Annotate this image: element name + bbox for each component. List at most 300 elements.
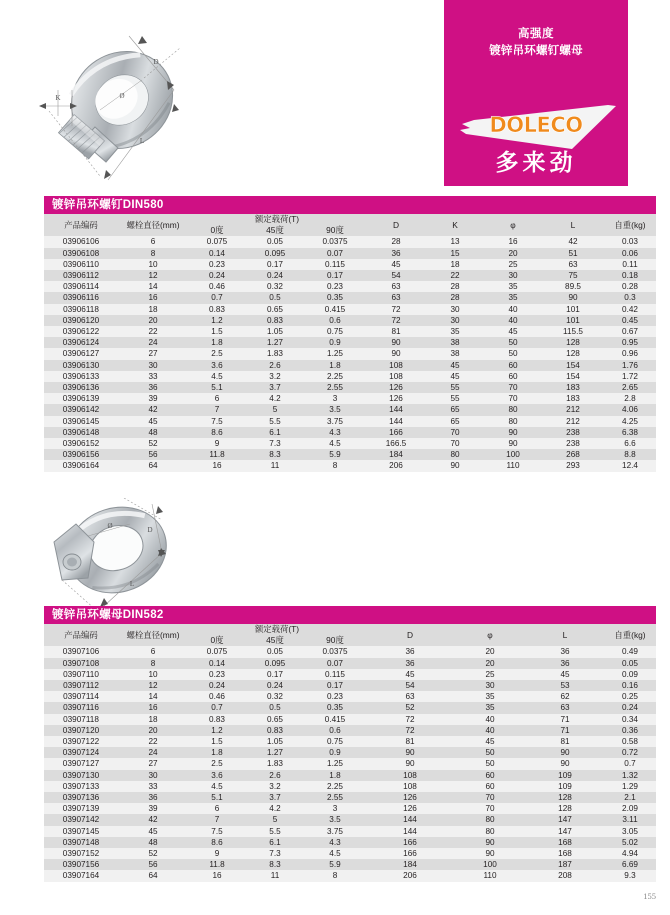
table-cell: 36 — [391, 248, 401, 258]
table-cell: 0.95 — [622, 338, 638, 348]
table-row — [44, 814, 656, 825]
table2-title: 镀锌吊环螺母DIN582 — [44, 606, 656, 624]
table-cell: 53 — [560, 681, 570, 691]
table-cell: 166 — [403, 849, 417, 859]
table-cell: 166 — [403, 837, 417, 847]
table-cell: 1.8 — [211, 748, 223, 758]
cell-product-code: 03906122 — [62, 327, 100, 337]
cell-product-code: 03907164 — [62, 871, 100, 881]
table-cell: 80 — [485, 826, 495, 836]
table-cell: 0.415 — [324, 304, 346, 314]
table-cell: 72 — [405, 714, 415, 724]
table-cell: 3.11 — [622, 815, 638, 825]
table-cell: 0.14 — [209, 658, 225, 668]
table-cell: 27 — [148, 349, 158, 359]
table-cell: 72 — [391, 315, 401, 325]
table-cell: 48 — [148, 837, 158, 847]
table1-col-code: 产品编码 — [64, 219, 98, 230]
table-cell: 166 — [389, 427, 403, 437]
table-cell: 0.05 — [267, 237, 283, 247]
table-cell: 3.6 — [211, 360, 223, 370]
table-cell: 0.095 — [264, 248, 286, 258]
table-cell: 60 — [485, 781, 495, 791]
table-cell: 0.17 — [267, 259, 283, 269]
table-cell: 1.2 — [211, 725, 223, 735]
table-cell: 35 — [485, 692, 495, 702]
table-cell: 5.1 — [211, 793, 223, 803]
table-cell: 10 — [148, 669, 158, 679]
table-cell: 36 — [148, 383, 158, 393]
table1-col-45deg: 45度 — [266, 225, 284, 236]
logo-wordmark: DOLECO — [489, 113, 583, 137]
table-cell: 56 — [148, 450, 158, 460]
table-cell: 0.49 — [622, 647, 638, 657]
table-cell: 128 — [558, 793, 572, 803]
cell-product-code: 03906116 — [63, 293, 99, 303]
table-cell: 0.24 — [209, 681, 225, 691]
table-row — [44, 360, 656, 371]
table-row — [44, 669, 656, 680]
cell-product-code: 03907106 — [62, 647, 100, 657]
table-cell: 45 — [148, 826, 158, 836]
table1-body — [44, 236, 656, 471]
table-cell: 16 — [212, 461, 222, 471]
table-row — [44, 803, 656, 814]
table-cell: 39 — [148, 804, 158, 814]
table-cell: 7.5 — [211, 826, 223, 836]
table-cell: 65 — [450, 416, 460, 426]
table-cell: 35 — [450, 327, 460, 337]
table-cell: 12 — [148, 271, 158, 281]
table2-col-90deg: 90度 — [326, 635, 344, 646]
table-cell: 1.25 — [327, 349, 343, 359]
table-cell: 80 — [508, 416, 518, 426]
table-cell: 3 — [332, 804, 338, 814]
table-cell: 8.6 — [211, 837, 223, 847]
table-row — [44, 427, 656, 438]
table-cell: 6.6 — [624, 439, 636, 449]
table2-col-0deg: 0度 — [210, 635, 224, 646]
table-cell: 72 — [391, 304, 401, 314]
table-cell: 45 — [391, 259, 401, 269]
table-cell: 4.3 — [329, 837, 341, 847]
table2-col-code: 产品编码 — [64, 629, 98, 640]
table1-col-l: L — [570, 219, 576, 230]
table-cell: 0.96 — [622, 349, 638, 359]
table-cell: 45 — [405, 669, 415, 679]
table-cell: 90 — [560, 748, 570, 758]
table-cell: 14 — [148, 282, 158, 292]
logo-chinese-name: 多来劲 — [495, 149, 577, 175]
table-cell: 10 — [148, 259, 158, 269]
table-row — [44, 248, 656, 259]
table-cell: 71 — [560, 725, 570, 735]
table-cell: 100 — [483, 860, 497, 870]
cell-product-code: 03907133 — [62, 781, 100, 791]
table-cell: 55 — [450, 394, 460, 404]
table-cell: 7.3 — [269, 439, 281, 449]
table-cell: 184 — [389, 450, 403, 460]
table-cell: 75 — [568, 271, 578, 281]
table-cell: 27 — [148, 759, 158, 769]
table-cell: 101 — [566, 304, 580, 314]
cell-product-code: 03906108 — [62, 248, 100, 258]
table-cell: 0.7 — [211, 293, 223, 303]
table-cell: 36 — [148, 793, 158, 803]
table-cell: 20 — [148, 725, 158, 735]
table-cell: 50 — [485, 748, 495, 758]
table-cell: 1.5 — [211, 737, 223, 747]
table-cell: 0.23 — [209, 669, 225, 679]
table-cell: 45 — [450, 360, 460, 370]
table-cell: 206 — [389, 461, 403, 471]
table-row — [44, 382, 656, 393]
table-row — [44, 315, 656, 326]
table-cell: 45 — [148, 416, 158, 426]
table-cell: 45 — [508, 327, 518, 337]
table-row — [44, 870, 656, 881]
table1-col-d: D — [392, 219, 400, 230]
cell-product-code: 03906133 — [62, 371, 100, 381]
table-cell: 70 — [508, 394, 518, 404]
table-cell: 8.6 — [211, 427, 223, 437]
table-cell: 0.75 — [327, 327, 343, 337]
table-cell: 33 — [148, 371, 158, 381]
table-row — [44, 404, 656, 415]
table2 — [44, 624, 656, 882]
table-cell: 144 — [403, 826, 417, 836]
table-cell: 0.83 — [209, 304, 225, 314]
table-row — [44, 416, 656, 427]
table-cell: 9 — [214, 849, 220, 859]
table1-col-k: K — [452, 219, 458, 230]
table-cell: 128 — [558, 804, 572, 814]
table-cell: 0.115 — [325, 259, 345, 269]
table1-col-load-group: 额定载荷(T) — [254, 214, 300, 224]
table-cell: 36 — [405, 658, 415, 668]
table-row — [44, 348, 656, 359]
table-cell: 60 — [508, 371, 518, 381]
table-cell: 0.24 — [209, 271, 225, 281]
table-cell: 3 — [332, 394, 338, 404]
table-cell: 154 — [566, 360, 580, 370]
table-cell: 7.3 — [269, 849, 281, 859]
nut-dimension-label-D: D — [147, 526, 153, 534]
cell-product-code: 03907145 — [62, 826, 100, 836]
table-cell: 30 — [148, 360, 158, 370]
cell-product-code: 03907122 — [62, 737, 100, 747]
doleco-logo — [444, 104, 628, 184]
table-cell: 40 — [485, 725, 495, 735]
cell-product-code: 03906130 — [62, 360, 100, 370]
table-cell: 154 — [566, 371, 580, 381]
table-cell: 7.5 — [211, 416, 223, 426]
table-cell: 56 — [148, 860, 158, 870]
table-cell: 0.65 — [267, 304, 283, 314]
table-row — [44, 691, 656, 702]
table-cell: 25 — [485, 669, 495, 679]
table-cell: 212 — [566, 416, 580, 426]
table2-col-phi: φ — [487, 629, 493, 640]
table-cell: 0.36 — [622, 725, 638, 735]
table-cell: 0.05 — [622, 658, 638, 668]
table-cell: 63 — [560, 703, 570, 713]
table-cell: 1.8 — [329, 770, 341, 780]
table-cell: 128 — [566, 338, 580, 348]
table-row — [44, 770, 656, 781]
table-cell: 70 — [450, 427, 460, 437]
table-cell: 42 — [148, 405, 158, 415]
table-cell: 5.5 — [269, 826, 281, 836]
table2-body — [44, 646, 656, 881]
dimension-label-K: K — [55, 94, 61, 102]
table-cell: 0.42 — [622, 304, 638, 314]
table-cell: 0.83 — [267, 725, 283, 735]
table-cell: 11.8 — [209, 450, 225, 460]
table-cell: 0.115 — [325, 669, 345, 679]
table2-col-45deg: 45度 — [266, 635, 284, 646]
table-cell: 90 — [560, 759, 570, 769]
table-cell: 166.5 — [385, 439, 407, 449]
table-cell: 183 — [566, 394, 580, 404]
table-cell: 0.83 — [267, 315, 283, 325]
table-cell: 0.9 — [329, 748, 341, 758]
table-cell: 28 — [391, 237, 401, 247]
table-cell: 2.25 — [327, 781, 343, 791]
table-cell: 0.415 — [324, 714, 346, 724]
table-cell: 52 — [405, 703, 415, 713]
table-cell: 1.83 — [267, 349, 283, 359]
table-cell: 1.5 — [211, 327, 223, 337]
table-cell: 126 — [389, 383, 403, 393]
cell-product-code: 03907110 — [63, 669, 99, 679]
table-cell: 70 — [508, 383, 518, 393]
table-cell: 89.5 — [565, 282, 581, 292]
cell-product-code: 03907127 — [62, 759, 100, 769]
table-cell: 22 — [148, 327, 158, 337]
table-cell: 60 — [508, 360, 518, 370]
table-cell: 2.8 — [624, 394, 636, 404]
table-cell: 50 — [485, 759, 495, 769]
table-cell: 0.09 — [622, 669, 638, 679]
table-cell: 0.83 — [209, 714, 225, 724]
table-cell: 2.1 — [624, 793, 636, 803]
table-row — [44, 281, 656, 292]
table-cell: 3.2 — [269, 781, 281, 791]
table-cell: 20 — [148, 315, 158, 325]
table-cell: 3.7 — [269, 383, 281, 393]
table-cell: 3.05 — [622, 826, 638, 836]
table-cell: 81 — [391, 327, 401, 337]
page-number: 155 — [643, 891, 656, 901]
table-cell: 50 — [508, 349, 518, 359]
table-cell: 1.72 — [622, 371, 638, 381]
table-cell: 0.23 — [327, 692, 343, 702]
table-cell: 90 — [405, 759, 415, 769]
table-row — [44, 826, 656, 837]
table-cell: 0.32 — [267, 692, 283, 702]
table-cell: 2.55 — [327, 383, 343, 393]
table-cell: 20 — [485, 658, 495, 668]
eye-bolt-illustration — [22, 28, 342, 193]
table-cell: 0.17 — [267, 669, 283, 679]
table-cell: 5 — [272, 405, 278, 415]
table-cell: 0.0375 — [322, 647, 348, 657]
table-cell: 20 — [485, 647, 495, 657]
table-cell: 206 — [403, 871, 417, 881]
table-cell: 4.5 — [329, 849, 341, 859]
table2-col-dia: 螺栓直径(mm) — [126, 629, 180, 640]
table-cell: 45 — [450, 371, 460, 381]
table-cell: 80 — [485, 815, 495, 825]
table-cell: 0.07 — [327, 248, 343, 258]
table-cell: 101 — [566, 315, 580, 325]
table-cell: 3.6 — [211, 770, 223, 780]
table-cell: 81 — [405, 737, 415, 747]
table-cell: 30 — [450, 315, 460, 325]
table-cell: 63 — [405, 692, 415, 702]
table-cell: 0.6 — [329, 725, 341, 735]
table-row — [44, 848, 656, 859]
table-cell: 0.24 — [267, 271, 283, 281]
table-cell: 42 — [568, 237, 578, 247]
cell-product-code: 03906110 — [63, 259, 99, 269]
table-cell: 12.4 — [622, 461, 638, 471]
table-cell: 54 — [405, 681, 415, 691]
table-cell: 90 — [391, 338, 401, 348]
table-cell: 6.1 — [269, 837, 281, 847]
table-cell: 39 — [148, 394, 158, 404]
table-cell: 36 — [405, 647, 415, 657]
cell-product-code: 03907112 — [63, 681, 99, 691]
table-cell: 1.25 — [327, 759, 343, 769]
table-row — [44, 781, 656, 792]
table-cell: 0.23 — [209, 259, 225, 269]
table2-col-l: L — [562, 629, 568, 640]
table-cell: 18 — [450, 259, 460, 269]
table-row — [44, 658, 656, 669]
table-cell: 24 — [148, 338, 158, 348]
nut-dimension-label-phi: Ø — [107, 522, 113, 530]
cell-product-code: 03906114 — [63, 282, 99, 292]
table-cell: 2.5 — [211, 349, 223, 359]
table-cell: 168 — [558, 849, 572, 859]
table-cell: 8.8 — [624, 450, 636, 460]
table-cell: 2.09 — [622, 804, 638, 814]
table-row — [44, 460, 656, 471]
table-cell: 187 — [558, 860, 572, 870]
cell-product-code: 03907139 — [62, 804, 100, 814]
table-cell: 80 — [508, 405, 518, 415]
table-row — [44, 736, 656, 747]
table-cell: 3.5 — [329, 405, 341, 415]
table-cell: 4.94 — [622, 849, 638, 859]
table-cell: 0.45 — [622, 315, 638, 325]
table-cell: 0.03 — [622, 237, 638, 247]
table-row — [44, 371, 656, 382]
table-cell: 3.7 — [269, 793, 281, 803]
table-cell: 6.69 — [622, 860, 638, 870]
table-cell: 6.1 — [269, 427, 281, 437]
table-cell: 5.9 — [329, 450, 341, 460]
table-cell: 0.7 — [211, 703, 223, 713]
cell-product-code: 03906124 — [62, 338, 100, 348]
table-cell: 15 — [450, 248, 460, 258]
table-cell: 28 — [450, 293, 460, 303]
table-cell: 9.3 — [624, 871, 636, 881]
table-cell: 6 — [214, 394, 220, 404]
table-cell: 110 — [483, 871, 497, 881]
table-cell: 0.65 — [267, 714, 283, 724]
table-row — [44, 725, 656, 736]
table-row — [44, 837, 656, 848]
table-cell: 45 — [560, 669, 570, 679]
table1-col-dia: 螺栓直径(mm) — [126, 219, 180, 230]
cell-product-code: 03906112 — [63, 271, 99, 281]
table-cell: 3.2 — [269, 371, 281, 381]
table-row — [44, 747, 656, 758]
table-cell: 2.65 — [622, 383, 638, 393]
table-cell: 65 — [450, 405, 460, 415]
table-cell: 90 — [485, 849, 495, 859]
cell-product-code: 03907116 — [63, 703, 99, 713]
table-cell: 52 — [148, 439, 158, 449]
table-cell: 147 — [558, 826, 572, 836]
table-cell: 4.25 — [622, 416, 638, 426]
table-cell: 18 — [148, 304, 158, 314]
cell-product-code: 03906127 — [62, 349, 100, 359]
table-cell: 1.8 — [211, 338, 223, 348]
table-cell: 0.35 — [327, 293, 343, 303]
table-cell: 144 — [389, 416, 403, 426]
table-cell: 16 — [148, 703, 158, 713]
table-cell: 0.07 — [327, 658, 343, 668]
table-cell: 0.72 — [622, 748, 638, 758]
cell-product-code: 03907108 — [62, 658, 100, 668]
table-cell: 2.25 — [327, 371, 343, 381]
table-cell: 16 — [212, 871, 222, 881]
table-row — [44, 337, 656, 348]
table-cell: 40 — [485, 714, 495, 724]
table-cell: 80 — [450, 450, 460, 460]
table1-col-weight: 自重(kg) — [614, 219, 646, 230]
table1-title: 镀锌吊环螺钉DIN580 — [44, 196, 656, 214]
table-cell: 7 — [214, 405, 220, 415]
table-cell: 126 — [403, 793, 417, 803]
table-cell: 52 — [148, 849, 158, 859]
table-cell: 38 — [450, 338, 460, 348]
table-cell: 110 — [506, 461, 520, 471]
table-cell: 100 — [506, 450, 520, 460]
cell-product-code: 03907114 — [63, 692, 99, 702]
table-cell: 40 — [508, 304, 518, 314]
table-cell: 71 — [560, 714, 570, 724]
table-cell: 62 — [560, 692, 570, 702]
table-cell: 18 — [148, 714, 158, 724]
table-cell: 25 — [508, 259, 518, 269]
table-cell: 293 — [566, 461, 580, 471]
table-cell: 0.0375 — [322, 237, 348, 247]
table-cell: 6.38 — [622, 427, 638, 437]
table-cell: 208 — [558, 871, 572, 881]
cell-product-code: 03906142 — [62, 405, 100, 415]
table-row — [44, 393, 656, 404]
cell-product-code: 03906120 — [62, 315, 100, 325]
table-cell: 30 — [485, 681, 495, 691]
table-cell: 70 — [485, 793, 495, 803]
table-cell: 0.11 — [622, 259, 638, 269]
table-cell: 4.5 — [329, 439, 341, 449]
